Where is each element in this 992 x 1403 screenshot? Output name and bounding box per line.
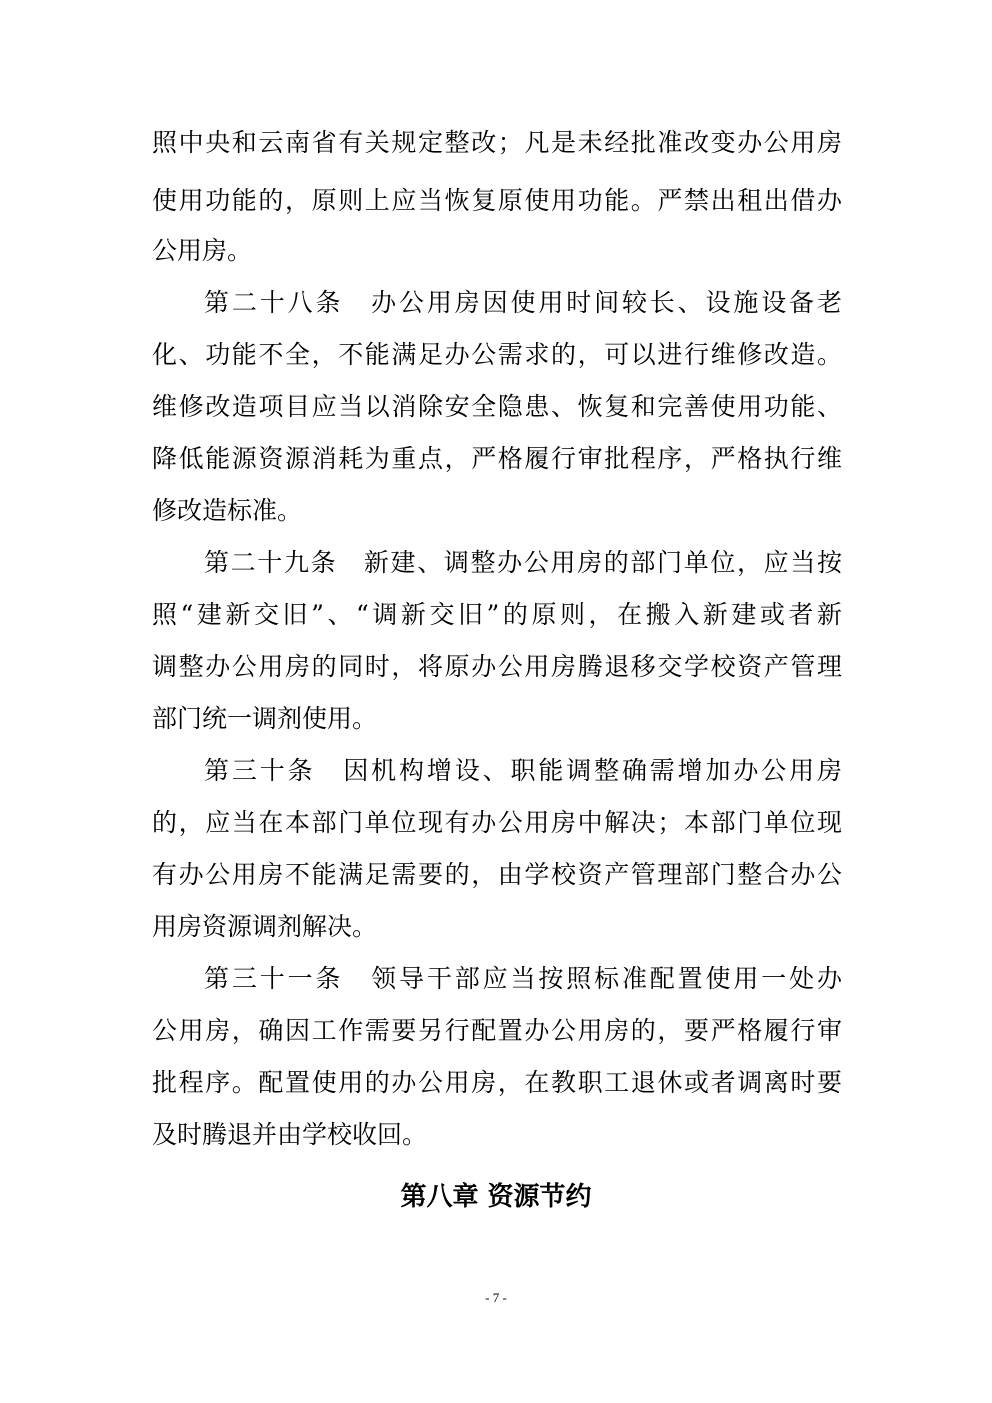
text-line: 有办公用房不能满足需要的，由学校资产管理部门整合办公 — [152, 860, 842, 889]
text-line: 化、功能不全，不能满足办公需求的，可以进行维修改造。 — [152, 340, 842, 369]
text-line: 部门统一调剂使用。 — [152, 704, 378, 733]
text-line: 公用房。 — [152, 236, 253, 265]
text-line: 公用房，确因工作需要另行配置办公用房的，要严格履行审 — [152, 1016, 842, 1045]
text-line: 使用功能的，原则上应当恢复原使用功能。严禁出租出借办 — [152, 186, 842, 215]
article-28-heading-line: 第二十八条 办公用房因使用时间较长、设施设备老 — [204, 288, 842, 317]
text-line: 修改造标准。 — [152, 496, 303, 525]
text-line: 及时腾退并由学校收回。 — [152, 1120, 428, 1149]
text-line: 照“建新交旧”、“调新交旧”的原则，在搬入新建或者新 — [152, 600, 842, 629]
article-31-heading-line: 第三十一条 领导干部应当按照标准配置使用一处办 — [204, 964, 842, 993]
chapter-heading: 第八章 资源节约 — [400, 1182, 592, 1212]
text-line: 用房资源调剂解决。 — [152, 912, 378, 941]
article-30-heading-line: 第三十条 因机构增设、职能调整确需增加办公用房 — [204, 756, 842, 785]
page-number: - 7 - — [485, 1290, 507, 1305]
text-line: 调整办公用房的同时，将原办公用房腾退移交学校资产管理 — [152, 652, 842, 681]
text-line: 批程序。配置使用的办公用房，在教职工退休或者调离时要 — [152, 1068, 842, 1097]
text-line: 的，应当在本部门单位现有办公用房中解决；本部门单位现 — [152, 808, 842, 837]
article-29-heading-line: 第二十九条 新建、调整办公用房的部门单位，应当按 — [204, 548, 842, 577]
text-line: 照中央和云南省有关规定整改；凡是未经批准改变办公用房 — [152, 128, 842, 157]
text-line: 维修改造项目应当以消除安全隐患、恢复和完善使用功能、 — [152, 392, 842, 421]
text-line: 降低能源资源消耗为重点，严格履行审批程序，严格执行维 — [152, 444, 842, 473]
